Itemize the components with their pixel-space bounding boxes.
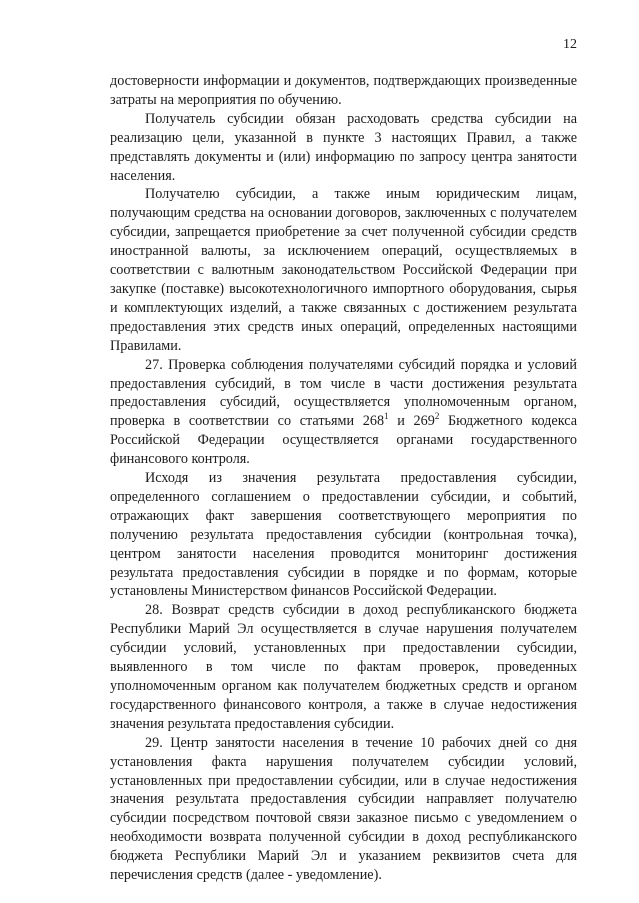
p27-superscript-2: 2 [434, 411, 440, 422]
paragraph-monitoring: Исходя из значения результата предоставления субсидии, определенного соглашением о предоставлении субсидии, и событий, отражающих факт завершения соответствующего мероприятия по получению результата предоставления субсидии (контрольная точка), центром занятости населения проводится мониторинг достижения результата предоставления субсидии в порядке и по формам, которые установлены Министерством финансов Российской Федерации. [110, 470, 577, 600]
paragraph-subsidy-spending: Получатель субсидии обязан расходовать средства субсидии на реализацию цели, указанной в пункте 3 настоящих Правил, а также представлять документы и (или) информацию по запросу центра занятости населения. [110, 110, 577, 184]
page-number: 12 [563, 37, 577, 52]
p27-superscript-1: 1 [384, 411, 389, 422]
document-body [110, 72, 577, 885]
paragraph-continuation: достоверности информации и документов, подтверждающих произведенные затраты на мероприятия по обучению. [110, 73, 577, 108]
p27-text-mid: и 269 [388, 413, 435, 430]
paragraph-29-notification: 29. Центр занятости населения в течение 10 рабочих дней со дня установления факта нарушения получателем субсидии условий, установленных при предоставлении субсидии, или в случае недостижения значения результата предоставления субсидии направляет получателю субсидии посредством почтовой связи заказное письмо с уведомлением о необходимости возврата полученной субсидии в доход республиканского бюджета Республики Марий Эл и указанием реквизитов счета для перечисления средств (далее - уведомление). [110, 734, 577, 884]
paragraph-28-refund: 28. Возврат средств субсидии в доход республиканского бюджета Республики Марий Эл осуществляется в случае нарушения получателем субсидии условий, установленных при предоставлении субсидии, выявленного в том числе по фактам проверок, проведенных уполномоченным органом как получателем бюджетных средств и органом государственного финансового контроля, а также в случае недостижения значения результата предоставления субсидии. [110, 602, 577, 732]
p27-text-after: Бюджетного кодекса Российской Федерации осуществляется органами государственного финансового контроля. [110, 413, 577, 468]
p27-text-before: 27. Проверка соблюдения получателями субсидий порядка и условий предоставления субсидий, в том числе в части достижения результата предоставления субсидий, осуществляется уполномоченным органом, проверка в соответствии со статьями 268 [110, 356, 577, 430]
paragraph-27-inspection [110, 356, 577, 469]
paragraph-currency-prohibition: Получателю субсидии, а также иным юридическим лицам, получающим средства на основании договоров, заключенных с получателем субсидии, запрещается приобретение за счет полученной субсидии средств иностранной валюты, за исключением операций, осуществляемых в соответствии с валютным законодательством Российской Федерации при закупке (поставке) высокотехнологичного импортного оборудования, сырья и комплектующих изделий, а также связанных с достижением результата предоставления этих средств иных операций, определенных настоящими Правилами. [110, 186, 577, 354]
